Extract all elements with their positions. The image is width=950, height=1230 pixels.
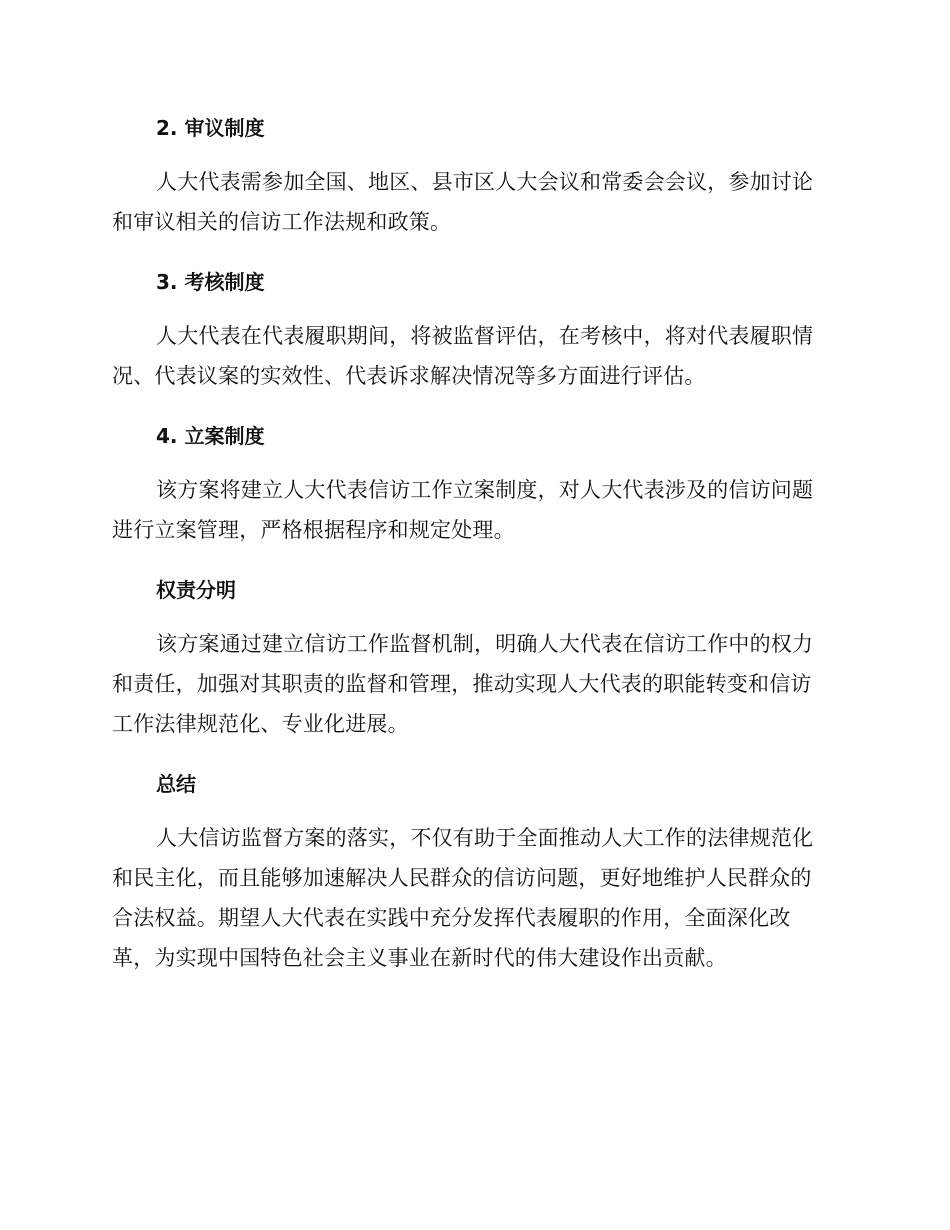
section-paragraph (112, 624, 834, 744)
paragraph-line: 该方案通过建立信访工作监督机制，明确人大代表在信访工作中的权力 (156, 632, 814, 656)
section-heading: 权责分明 (156, 578, 236, 602)
section-paragraph (112, 818, 834, 978)
paragraph-line: 况、代表议案的实效性、代表诉求解决情况等多方面进行评估。 (112, 364, 706, 388)
section-heading: 总结 (156, 772, 196, 796)
paragraph-line: 工作法律规范化、专业化进展。 (112, 712, 409, 736)
section-summary (112, 766, 834, 978)
paragraph-line: 合法权益。期望人大代表在实践中充分发挥代表履职的作用，全面深化改 (112, 906, 791, 930)
section-clear-responsibilities (112, 572, 834, 744)
section-heading: 4. 立案制度 (156, 424, 265, 448)
section-paragraph (112, 162, 834, 242)
document-body (112, 110, 834, 1000)
section-review-system (112, 110, 834, 242)
paragraph-line: 人大代表需参加全国、地区、县市区人大会议和常委会会议，参加讨论 (156, 170, 814, 194)
section-filing-system (112, 418, 834, 550)
section-paragraph (112, 316, 834, 396)
paragraph-line: 革，为实现中国特色社会主义事业在新时代的伟大建设作出贡献。 (112, 946, 727, 970)
paragraph-line: 人大信访监督方案的落实，不仅有助于全面推动人大工作的法律规范化 (156, 826, 814, 850)
section-heading: 3. 考核制度 (156, 270, 265, 294)
paragraph-line: 人大代表在代表履职期间，将被监督评估，在考核中，将对代表履职情 (156, 324, 814, 348)
section-paragraph (112, 470, 834, 550)
paragraph-line: 该方案将建立人大代表信访工作立案制度，对人大代表涉及的信访问题 (156, 478, 814, 502)
section-assessment-system (112, 264, 834, 396)
paragraph-line: 和民主化，而且能够加速解决人民群众的信访问题，更好地维护人民群众的 (112, 866, 812, 890)
section-heading: 2. 审议制度 (156, 116, 265, 140)
paragraph-line: 进行立案管理，严格根据程序和规定处理。 (112, 518, 515, 542)
paragraph-line: 和责任，加强对其职责的监督和管理，推动实现人大代表的职能转变和信访 (112, 672, 812, 696)
paragraph-line: 和审议相关的信访工作法规和政策。 (112, 210, 452, 234)
